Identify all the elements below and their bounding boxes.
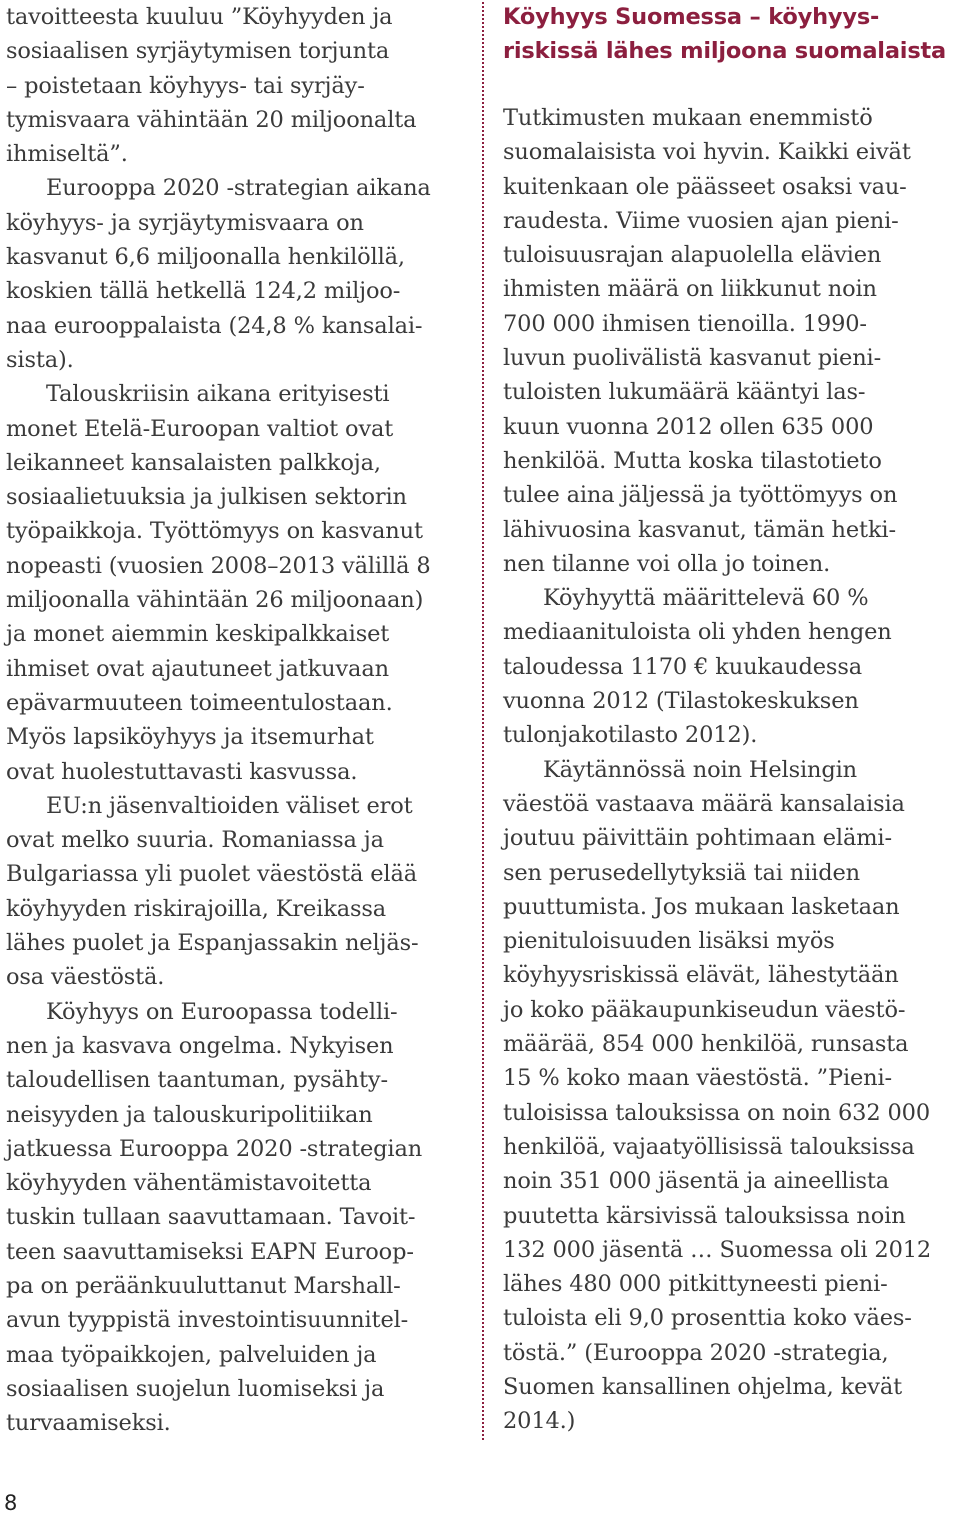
body-text-line: vuonna 2012 (Tilastokeskuksen bbox=[503, 688, 859, 715]
body-text-line: köyhyys- ja syrjäytymisvaara on bbox=[6, 209, 364, 236]
body-text-line: puutetta kärsivissä talouksissa noin bbox=[503, 1202, 906, 1229]
body-text-line: lähivuosina kasvanut, tämän hetki- bbox=[503, 516, 896, 543]
body-text-line: nopeasti (vuosien 2008–2013 välillä 8 bbox=[6, 552, 431, 579]
body-text-line: tuloisten lukumäärä kääntyi las- bbox=[503, 379, 866, 406]
body-text-line: Käytännössä noin Helsingin bbox=[543, 756, 858, 783]
body-text-line: nen tilanne voi olla jo toinen. bbox=[503, 550, 831, 577]
body-text-line: tulee aina jäljessä ja työttömyys on bbox=[503, 482, 898, 509]
body-text-line: köyhyyden vähentämistavoitetta bbox=[6, 1170, 372, 1197]
body-text-line: työpaikkoja. Työttömyys on kasvanut bbox=[6, 518, 423, 545]
body-text-line: osa väestöstä. bbox=[6, 964, 165, 991]
body-text-line: väestöä vastaava määrä kansalaisia bbox=[503, 790, 905, 817]
body-text-line: EU:n jäsenvaltioiden väliset erot bbox=[46, 792, 413, 819]
body-text-line: ovat melko suuria. Romaniassa ja bbox=[6, 827, 384, 854]
body-text-line: neisyyden ja talouskuripolitiikan bbox=[6, 1101, 373, 1128]
column-divider bbox=[482, 2, 484, 1440]
body-text-line: ovat huolestuttavasti kasvussa. bbox=[6, 758, 358, 785]
page-number: 8 bbox=[4, 1491, 18, 1515]
body-text-line: pienituloisuuden lisäksi myös bbox=[503, 928, 835, 955]
body-text-line: koskien tällä hetkellä 124,2 miljoo- bbox=[6, 278, 401, 305]
section-heading-line: riskissä lähes miljoona suomalaista bbox=[503, 38, 947, 64]
left-column bbox=[6, 0, 468, 1440]
body-text-line: Talouskriisin aikana erityisesti bbox=[46, 381, 390, 408]
body-text-line: 700 000 ihmisen tienoilla. 1990- bbox=[503, 310, 867, 337]
body-text-line: sosiaalisen suojelun luomiseksi ja bbox=[6, 1375, 385, 1402]
body-text-line: naa eurooppalaista (24,8 % kansalai- bbox=[6, 312, 423, 339]
body-text-line: Tutkimusten mukaan enemmistö bbox=[503, 105, 873, 131]
body-text-line: 15 % koko maan väestöstä. ”Pieni- bbox=[503, 1065, 893, 1092]
body-text-line: sosiaalisen syrjäytymisen torjunta bbox=[6, 38, 390, 65]
body-text-line: köyhyyden riskirajoilla, Kreikassa bbox=[6, 895, 387, 922]
body-text-line: miljoonalla vähintään 26 miljoonaan) bbox=[6, 587, 424, 614]
body-text-line: ihmiseltä”. bbox=[6, 141, 128, 168]
body-text-line: taloudellisen taantuman, pysähty- bbox=[6, 1067, 388, 1094]
body-text-line: teen saavuttamiseksi EAPN Euroop- bbox=[6, 1238, 414, 1265]
body-text-line: nen ja kasvava ongelma. Nykyisen bbox=[6, 1032, 394, 1059]
body-text-line: määrää, 854 000 henkilöä, runsasta bbox=[503, 1031, 909, 1058]
section-heading-line: Köyhyys Suomessa – köyhyys- bbox=[503, 4, 880, 30]
body-text-line: tuloisissa talouksissa on noin 632 000 bbox=[503, 1099, 931, 1126]
body-text-line: kasvanut 6,6 miljoonalla henkilöllä, bbox=[6, 244, 405, 271]
body-text-line: Myös lapsiköyhyys ja itsemurhat bbox=[6, 724, 374, 751]
body-text-line: sista). bbox=[6, 346, 74, 373]
body-text-line: tymisvaara vähintään 20 miljoonalta bbox=[6, 106, 417, 133]
body-text-line: töstä.” (Eurooppa 2020 -strategia, bbox=[503, 1339, 889, 1366]
body-text-line: köyhyysriskissä elävät, lähestytään bbox=[503, 962, 899, 989]
body-text-line: monet Etelä-Euroopan valtiot ovat bbox=[6, 415, 394, 442]
body-text-line: henkilöä. Mutta koska tilastotieto bbox=[503, 447, 882, 474]
body-text-line: kuitenkaan ole päässeet osaksi vau- bbox=[503, 173, 907, 200]
body-text-line: Eurooppa 2020 -strategian aikana bbox=[46, 175, 431, 202]
body-text-line: sen perusedellytyksiä tai niiden bbox=[503, 859, 860, 886]
body-text-line: avun tyyppistä investointisuunnitel- bbox=[6, 1307, 409, 1334]
body-text-line: ja monet aiemmin keskipalkkaiset bbox=[6, 621, 390, 648]
body-text-line: jatkuessa Eurooppa 2020 -strategian bbox=[6, 1135, 423, 1162]
body-text-line: leikanneet kansalaisten palkkoja, bbox=[6, 449, 381, 476]
body-text-line: sosiaalietuuksia ja julkisen sektorin bbox=[6, 484, 407, 511]
body-text-line: tuloista eli 9,0 prosenttia koko väes- bbox=[503, 1305, 912, 1332]
body-text-line: raudesta. Viime vuosien ajan pieni- bbox=[503, 207, 899, 234]
body-text-line: Köyhyys on Euroopassa todelli- bbox=[46, 998, 398, 1025]
body-text-line: 2014.) bbox=[503, 1408, 576, 1435]
body-text-line: ihmiset ovat ajautuneet jatkuvaan bbox=[6, 655, 389, 682]
body-text-line: henkilöä, vajaatyöllisissä talouksissa bbox=[503, 1133, 915, 1160]
body-text-line: pa on peräänkuuluttanut Marshall- bbox=[6, 1272, 401, 1299]
body-text-line: Köyhyyttä määrittelevä 60 % bbox=[543, 585, 869, 612]
body-text-line: Suomen kansallinen ohjelma, kevät bbox=[503, 1373, 903, 1400]
body-text-line: kuun vuonna 2012 ollen 635 000 bbox=[503, 413, 874, 440]
body-text-line: 132 000 jäsentä … Suomessa oli 2012 bbox=[503, 1236, 932, 1263]
body-text-line: lähes 480 000 pitkittyneesti pieni- bbox=[503, 1271, 888, 1298]
right-column bbox=[503, 0, 960, 1439]
body-text-line: suomalaisista voi hyvin. Kaikki eivät bbox=[503, 139, 911, 166]
body-text-line: tulonjakotilasto 2012). bbox=[503, 722, 758, 749]
body-text-line: Bulgariassa yli puolet väestöstä elää bbox=[6, 861, 417, 888]
body-text-line: epävarmuuteen toimeentulostaan. bbox=[6, 689, 393, 716]
body-text-line: lähes puolet ja Espanjassakin neljäs- bbox=[6, 930, 419, 957]
body-text-line: luvun puolivälistä kasvanut pieni- bbox=[503, 345, 882, 372]
body-text-line: noin 351 000 jäsentä ja aineellista bbox=[503, 1168, 890, 1195]
body-text-line: – poistetaan köyhyys- tai syrjäy- bbox=[6, 72, 365, 99]
body-text-line: mediaanituloista oli yhden hengen bbox=[503, 619, 892, 646]
body-text-line: joutuu päivittäin pohtimaan elämi- bbox=[503, 825, 892, 852]
body-text-line: ihmisten määrä on liikkunut noin bbox=[503, 276, 877, 303]
section-heading bbox=[503, 0, 960, 68]
body-text-line: maa työpaikkojen, palveluiden ja bbox=[6, 1341, 377, 1368]
body-text-line: tavoitteesta kuuluu ”Köyhyyden ja bbox=[6, 4, 393, 30]
body-text-line: jo koko pääkaupunkiseudun väestö- bbox=[503, 996, 906, 1023]
body-text-line: turvaamiseksi. bbox=[6, 1410, 171, 1437]
body-text-line: tuskin tullaan saavuttamaan. Tavoit- bbox=[6, 1204, 416, 1231]
body-text-line: puuttumista. Jos mukaan lasketaan bbox=[503, 893, 900, 920]
body-text-line: tuloisuusrajan alapuolella elävien bbox=[503, 242, 882, 269]
body-text-line: taloudessa 1170 € kuukaudessa bbox=[503, 653, 862, 680]
